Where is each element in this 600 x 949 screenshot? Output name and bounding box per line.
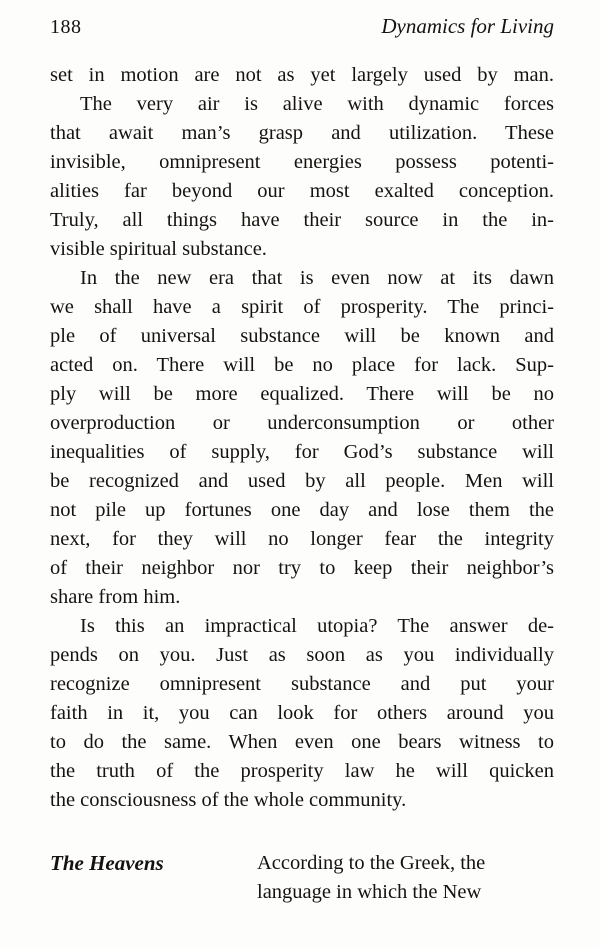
text-line: Is this an impractical utopia? The answer de-	[80, 615, 554, 637]
text-line: the consciousness of the whole community.	[50, 789, 407, 811]
text-line: to do the same. When even one bears witness to	[50, 731, 554, 753]
text-line: ply will be more equalized. There will be no	[50, 383, 554, 405]
text-line: that await man’s grasp and utilization. These	[50, 122, 554, 144]
page-header	[50, 14, 554, 42]
text-line: The very air is alive with dynamic forces	[80, 93, 554, 115]
text-line: the truth of the prosperity law he will quicken	[50, 760, 554, 782]
text-line: set in motion are not as yet largely used by man.	[50, 64, 554, 86]
body-text	[50, 61, 554, 815]
text-line: not pile up fortunes one day and lose them the	[50, 499, 554, 521]
text-line: In the new era that is even now at its dawn	[80, 267, 554, 289]
running-title: Dynamics for Living	[381, 14, 554, 38]
text-line: acted on. There will be no place for lack. Sup-	[50, 354, 554, 376]
text-line: inequalities of supply, for God’s substance will	[50, 441, 554, 463]
section-text-line: According to the Greek, the	[257, 852, 486, 874]
text-line: ple of universal substance will be known and	[50, 325, 554, 347]
text-line: be recognized and used by all people. Men will	[50, 470, 554, 492]
text-line: of their neighbor nor try to keep their neighbor’s	[50, 557, 554, 579]
section-row	[50, 849, 554, 907]
text-line: recognize omnipresent substance and put your	[50, 673, 554, 695]
text-line: next, for they will no longer fear the integrity	[50, 528, 554, 550]
section-paragraph	[257, 849, 485, 907]
text-line: faith in it, you can look for others around you	[50, 702, 554, 724]
text-line: overproduction or underconsumption or other	[50, 412, 554, 434]
text-line: invisible, omnipresent energies possess potenti-	[50, 151, 554, 173]
text-line: visible spiritual substance.	[50, 238, 267, 260]
section-text-line: language in which the New	[257, 881, 482, 903]
text-line: pends on you. Just as soon as you individually	[50, 644, 554, 666]
text-line: alities far beyond our most exalted conception.	[50, 180, 554, 202]
text-line: share from him.	[50, 586, 181, 608]
text-line: Truly, all things have their source in the in-	[50, 209, 554, 231]
section-heading: The Heavens	[50, 851, 164, 875]
text-line: we shall have a spirit of prosperity. The princi-	[50, 296, 554, 318]
page-number: 188	[50, 16, 82, 38]
